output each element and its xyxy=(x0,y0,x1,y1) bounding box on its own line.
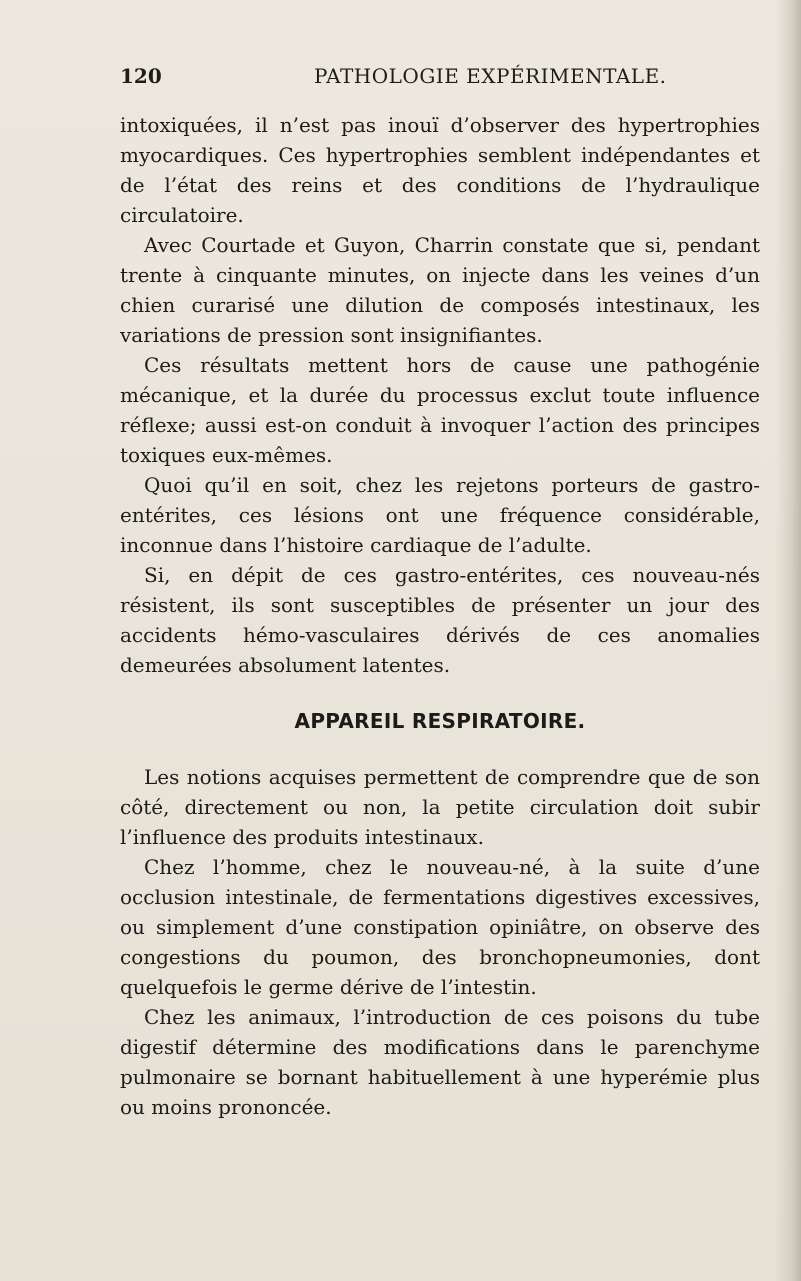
section-heading: APPAREIL RESPIRATOIRE. xyxy=(294,709,586,733)
page-edge-shadow xyxy=(775,0,801,1281)
paragraph: Quoi qu’il en soit, chez les rejetons porteurs de gastro-entérites, ces lésions ont une fréquence considérable, inconnue dans l’histoire cardiaque de l’adulte. xyxy=(120,473,760,557)
paragraph: Avec Courtade et Guyon, Charrin constate que si, pendant trente à cinquante minutes, on injecte dans les veines d’un chien curarisé une dilution de composés intestinaux, les variations de pression sont insignifiantes. xyxy=(120,233,760,347)
paragraph: Chez les animaux, l’introduction de ces poisons du tube digestif détermine des modifications dans le parenchyme pulmonaire se bornant habituellement à une hyperémie plus ou moins prononcée. xyxy=(120,1005,760,1119)
paragraph: Chez l’homme, chez le nouveau-né, à la suite d’une occlusion intestinale, de fermentations digestives excessives, ou simplement d’une constipation opiniâtre, on observe des congestions du poumon, des bronchopneumonies, dont quelquefois le germe dérive de l’intestin. xyxy=(120,855,760,999)
body-text xyxy=(120,110,760,1122)
paragraph: Si, en dépit de ces gastro-entérites, ces nouveau-nés résistent, ils sont susceptibles de présenter un jour des accidents hémo-vasculaires dérivés de ces anomalies demeurées absolument latentes. xyxy=(120,563,760,677)
paragraph: Ces résultats mettent hors de cause une pathogénie mécanique, et la durée du processus exclut toute influence réflexe; aussi est-on conduit à invoquer l’action des principes toxiques eux-mêmes. xyxy=(120,353,760,467)
paragraph: intoxiquées, il n’est pas inouï d’observer des hypertrophies myocardiques. Ces hypertrophies semblent indépendantes et de l’état des reins et des conditions de l’hydraulique circulatoire. xyxy=(120,113,760,227)
paragraph: Les notions acquises permettent de comprendre que de son côté, directement ou non, la petite circulation doit subir l’influence des produits intestinaux. xyxy=(120,765,760,849)
page-number: 120 xyxy=(120,64,162,88)
running-title: PATHOLOGIE EXPÉRIMENTALE. xyxy=(314,64,667,88)
running-header xyxy=(120,64,760,96)
